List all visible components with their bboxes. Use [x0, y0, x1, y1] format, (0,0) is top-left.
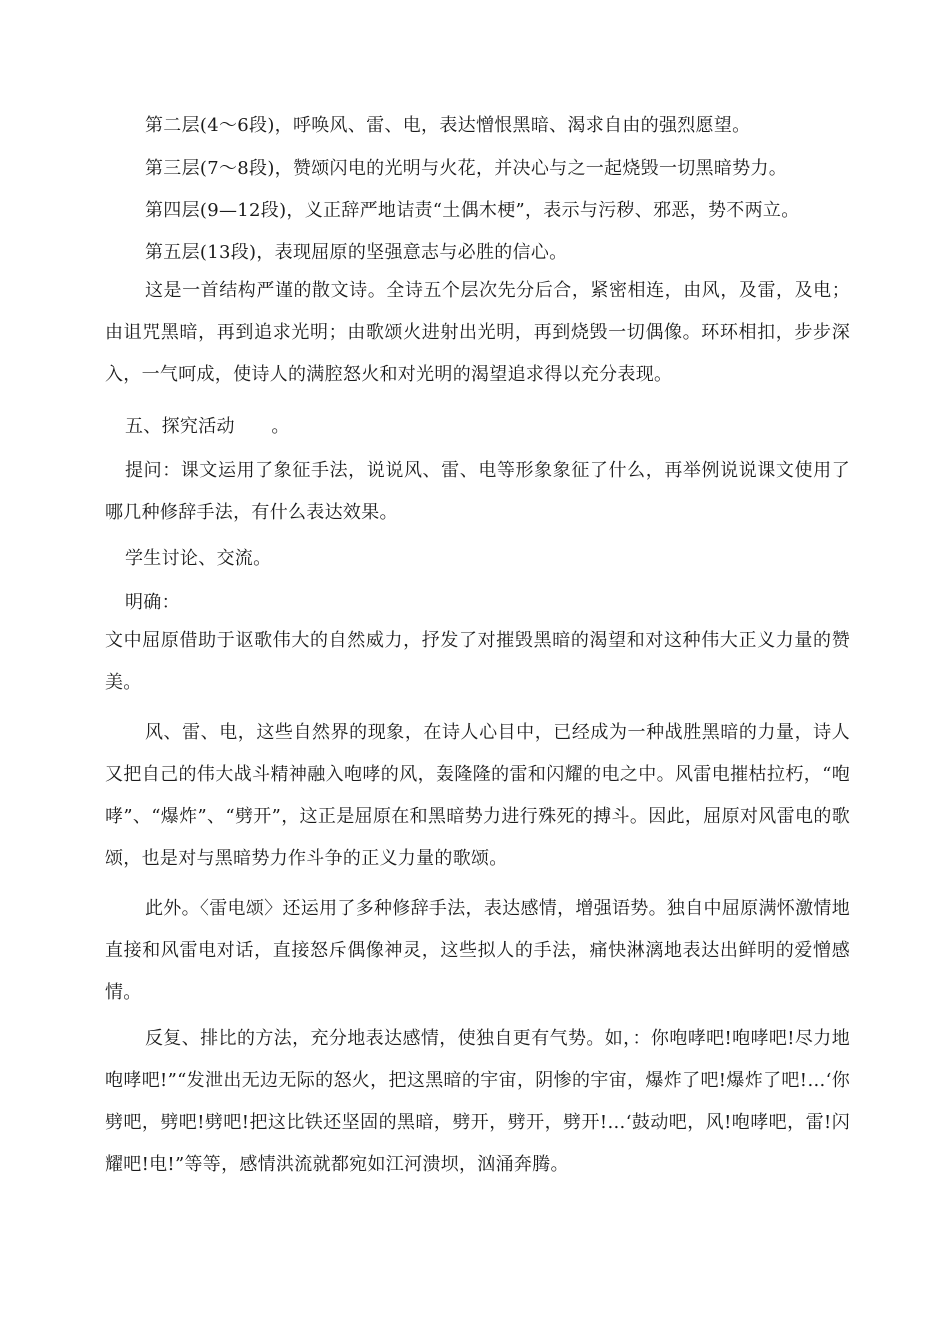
paragraph-discussion: 学生讨论、交流。: [125, 548, 272, 569]
paragraph-symbolism: 风、雷、电，这些自然界的现象，在诗人心目中，已经成为一种战胜黑暗的力量，诗人又把自己的伟大战斗精神融入咆哮的风，轰隆隆的雷和闪耀的电之中。风雷电摧枯拉朽，“咆哮”、“爆炸”、“劈开”，这正是屈原在和黑暗势力进行殊死的搏斗。因此，屈原对风雷电的歌颂，也是对与黑暗势力作斗争的正义力量的歌颂。: [105, 722, 850, 869]
paragraph-repetition-parallelism: 反复、排比的方法，充分地表达感情，使独自更有气势。如，：你咆哮吧!咆哮吧!尽力地咆哮吧!”“发泄出无边无际的怒火，把这黑暗的宇宙，阴惨的宇宙，爆炸了吧!爆炸了吧!…‘你劈吧，劈吧!劈吧!把这比铁还坚固的黑暗，劈开，劈开，劈开!…‘鼓动吧，风!咆哮吧，雷!闪耀吧!电!”等等，感情洪流就都宛如江河溃坝，汹涌奔腾。: [105, 1028, 850, 1175]
paragraph-layer-two: 第二层(4～6段)，呼唤风、雷、电，表达憎恨黑暗、渴求自由的强烈愿望。: [145, 115, 751, 136]
paragraph-structure-summary: 这是一首结构严谨的散文诗。全诗五个层次先分后合，紧密相连，由风，及雷，及电；由诅咒黑暗，再到追求光明；由歌颂火进射出光明，再到烧毁一切偶像。环环相扣，步步深入，一气呵成，使诗人的满腔怒火和对光明的渴望追求得以充分表现。: [105, 280, 850, 385]
paragraph-question: 提问：课文运用了象征手法，说说风、雷、电等形象象征了什么，再举例说说课文使用了哪几种修辞手法，有什么表达效果。: [105, 460, 850, 523]
paragraph-layer-five: 第五层(13段)，表现屈原的坚强意志与必胜的信心。: [145, 242, 568, 263]
paragraph-rhetoric: 此外。〈雷电颂〉还运用了多种修辞手法，表达感情，增强语势。独自中屈原满怀激情地直接和风雷电对话，直接怒斥偶像神灵，这些拟人的手法，痛快淋漓地表达出鲜明的爱憎感情。: [105, 898, 850, 1003]
paragraph-layer-three: 第三层(7～8段)，赞颂闪电的光明与火花，并决心与之一起烧毁一切黑暗势力。: [145, 158, 788, 179]
paragraph-answer-intro: 文中屈原借助于讴歌伟大的自然威力，抒发了对摧毁黑暗的渴望和对这种伟大正义力量的赞美。: [105, 630, 850, 693]
paragraph-layer-four: 第四层(9—12段)，义正辞严地诘责“土偶木梗”，表示与污秽、邪恶，势不两立。: [145, 200, 800, 221]
section-heading-inquiry: 五、探究活动 。: [125, 416, 290, 437]
paragraph-clarify-label: 明确：: [125, 592, 180, 613]
